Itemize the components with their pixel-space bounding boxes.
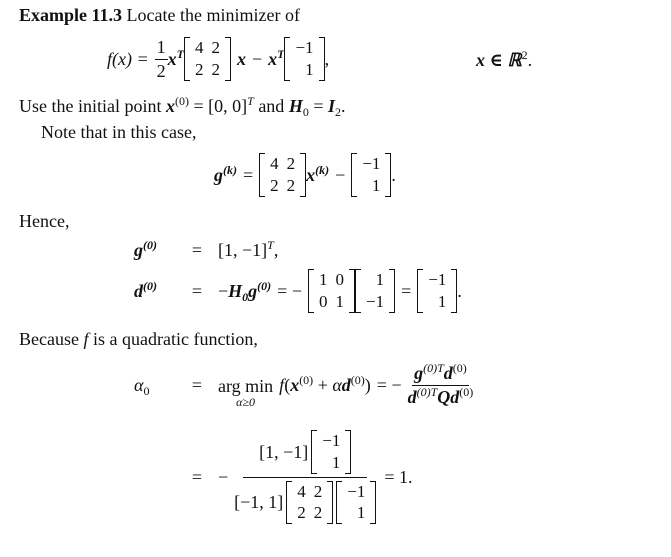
equation-d0	[134, 268, 462, 314]
eq6-den-matrix-cell: 4	[297, 481, 306, 501]
eq5-equals: =	[191, 375, 203, 395]
eq6-equals: =	[191, 467, 203, 487]
example-intro: Locate the minimizer of	[126, 5, 300, 25]
eq2-x: $x^{(k)}$	[306, 163, 330, 185]
eq2-g: $g^{(k)}$	[214, 163, 237, 185]
equation-objective	[107, 36, 329, 82]
eq1-domain: x ∈ ℝ$^2$.	[476, 48, 533, 70]
eq4-equals2: =	[401, 281, 412, 301]
eq6-den-vector-cell: 1	[356, 503, 366, 523]
eq4-g-vector	[355, 269, 395, 312]
eq4-identity-cell: 1	[335, 292, 344, 311]
eq1-half: $\frac{1}{2}$	[156, 36, 166, 81]
eq4-g-vector-cell: −1	[365, 292, 385, 311]
example-heading	[19, 6, 300, 24]
eq4-identity-cell: 0	[318, 292, 328, 311]
paragraph-initial-point: Use the initial point $x^{(0)} = [0$, 0]$^T$ and $H_0 = I_2$.	[19, 94, 346, 119]
eq5-alpha0: $\alpha_0$	[134, 375, 150, 398]
eq2-vector-b-cell: −1	[362, 154, 381, 174]
eq5-fraction: $\frac{g^{(0)T}d^{(0)}}{d^{(0)T}Qd^{(0)}}$	[407, 360, 474, 407]
eq1-matrix-a-cell: 2	[211, 38, 220, 58]
eq4-equals: =	[191, 281, 203, 301]
eq1-x3: $x^T$	[268, 47, 285, 69]
eq4-identity-cell: 1	[318, 270, 328, 290]
eq1-vector-b-cell: −1	[295, 38, 314, 58]
eq4-result-cell: −1	[428, 270, 447, 290]
eq3-equals: =	[191, 240, 203, 260]
eq4-result-vector	[417, 269, 457, 312]
eq4-H0: $H_0$	[228, 281, 249, 304]
eq4-neg: −	[218, 281, 229, 301]
eq6-num-vector-cell: 1	[331, 452, 341, 472]
eq2-matrix-a-cell: 2	[270, 176, 279, 195]
eq2-matrix-a-cell: 2	[286, 176, 296, 195]
eq4-equals-neg: = −	[277, 281, 302, 301]
equation-alpha0	[134, 360, 475, 410]
paragraph-hence: Hence,	[19, 211, 70, 231]
eq6-den-vector-cell: −1	[347, 481, 366, 501]
eq4-g0: $g^{(0)}$	[248, 279, 272, 301]
eq5-equals-neg: = −	[376, 375, 402, 395]
eq4-d0: $d^{(0)}$	[134, 279, 157, 301]
equation-gradient	[214, 152, 396, 198]
eq1-x2: x	[236, 49, 246, 69]
eq6-denominator: [−1, 1] 4 2 2 2 −1 1	[232, 478, 378, 524]
equation-alpha-value	[134, 418, 413, 536]
eq6-fraction	[232, 430, 378, 523]
paragraph-note: Note that in this case,	[41, 122, 197, 142]
equation-g0	[134, 238, 279, 260]
eq1-vector-b	[284, 37, 324, 80]
eq4-period: .	[457, 281, 462, 301]
eq3-rhs: [1, −1]$^T$,	[218, 238, 279, 260]
eq1-matrix-a-cell: 4	[194, 38, 204, 58]
example-label: Example 11.3	[19, 5, 123, 25]
eq2-vector-b	[351, 153, 391, 196]
eq6-num-vector-cell: −1	[322, 431, 341, 451]
eq1-x1: $x^T$	[167, 47, 184, 69]
eq2-matrix-a-cell: 2	[286, 154, 296, 174]
eq2-minus: −	[335, 165, 346, 185]
eq6-result: = 1.	[384, 467, 413, 487]
eq6-den-matrix-cell: 2	[313, 481, 323, 501]
eq1-matrix-a-cell: 2	[194, 60, 204, 79]
eq1-vector-b-cell: 1	[305, 60, 314, 79]
eq1-matrix-a-cell: 2	[211, 60, 220, 79]
eq2-matrix-a-cell: 4	[270, 154, 279, 174]
eq5-argmin: arg min α≥0	[218, 375, 274, 409]
eq4-g-vector-cell: 1	[375, 270, 385, 290]
eq2-matrix-a	[259, 153, 306, 196]
eq1-matrix-a	[184, 37, 231, 80]
eq2-vector-b-cell: 1	[371, 176, 381, 195]
eq6-neg: −	[218, 467, 229, 487]
eq1-minus: −	[251, 49, 263, 69]
eq2-period: .	[391, 165, 396, 185]
eq1-lhs: f(x) =	[107, 49, 149, 69]
eq3-g0: $g^{(0)}$	[134, 238, 157, 260]
paragraph-quadratic: Because f is a quadratic function,	[19, 329, 258, 349]
eq5-f-expr: $f(x^{(0)} + \alpha d^{(0)})$	[279, 373, 371, 395]
eq6-den-matrix-cell: 2	[297, 503, 306, 523]
eq4-identity-matrix	[308, 269, 355, 312]
eq6-den-matrix-cell: 2	[313, 503, 323, 523]
eq1-comma: ,	[324, 49, 330, 69]
eq4-result-cell: 1	[437, 292, 447, 311]
eq4-identity-cell: 0	[335, 270, 344, 290]
eq6-numerator: [1, −1] −1 1	[243, 430, 367, 477]
eq2-equals: =	[243, 165, 254, 185]
